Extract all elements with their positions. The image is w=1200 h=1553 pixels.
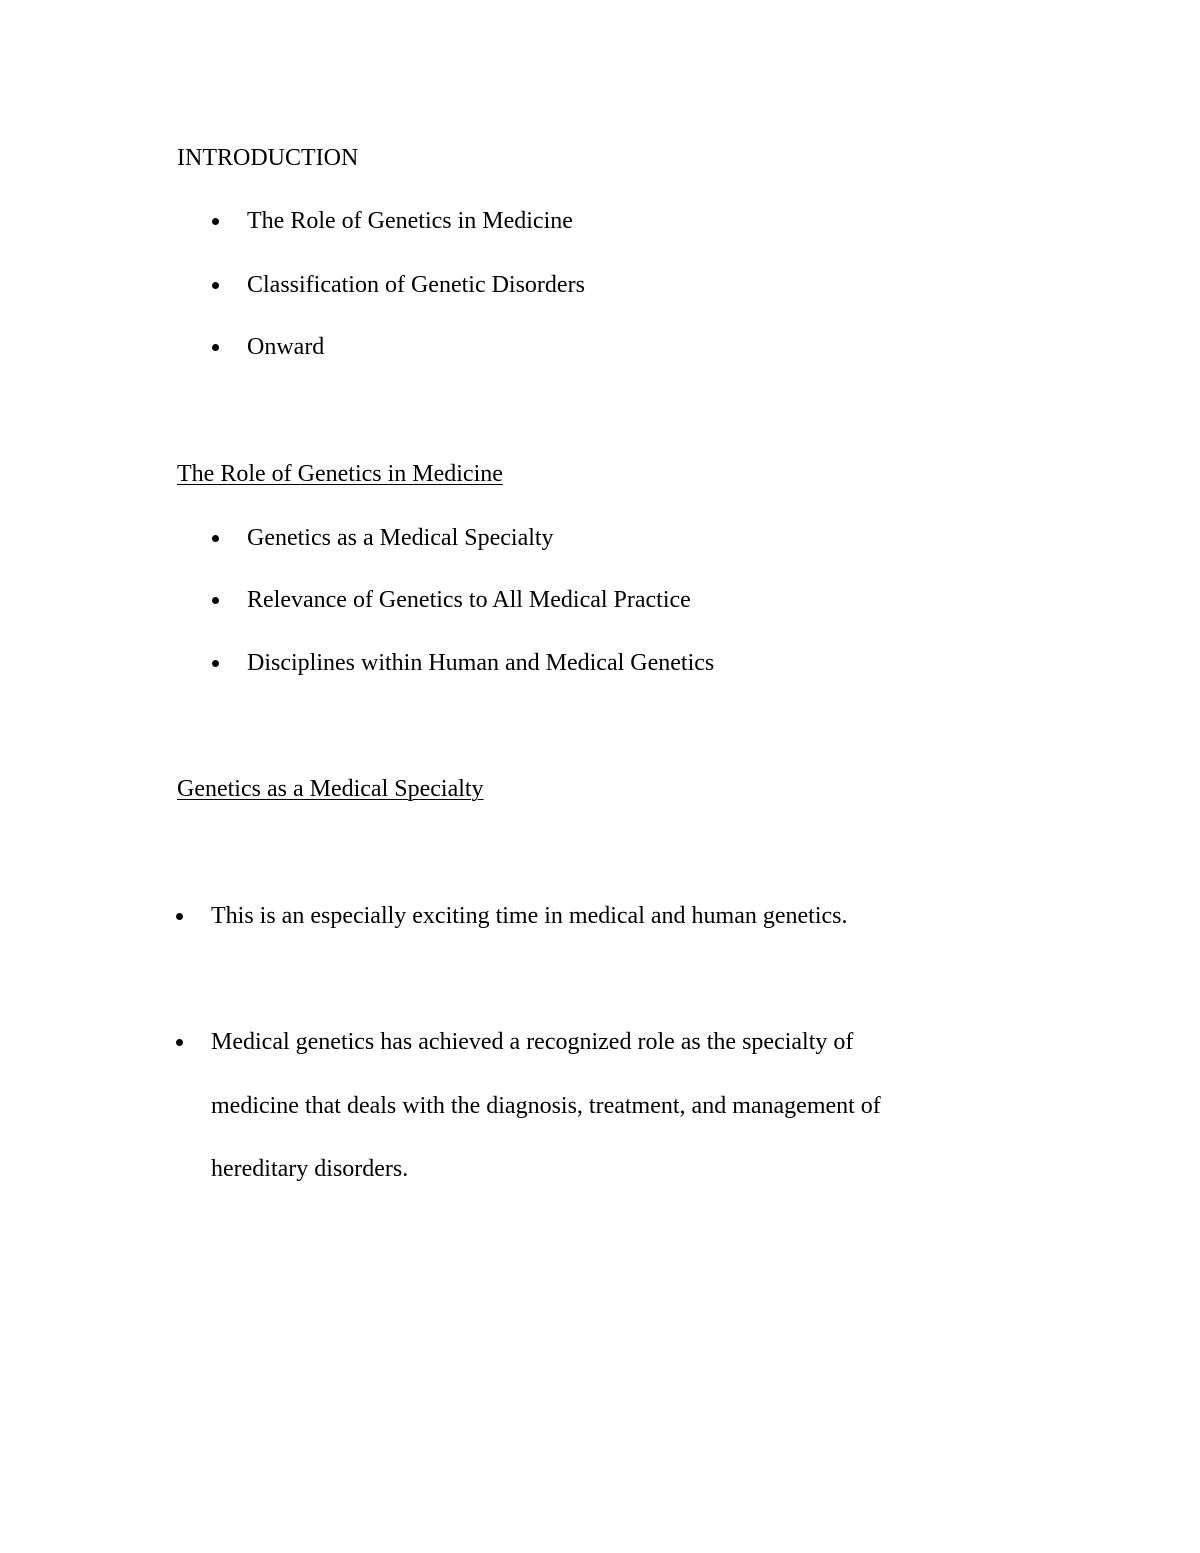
list-item: Onward (247, 334, 325, 360)
bullet-icon (212, 597, 219, 604)
paragraph-line: Medical genetics has achieved a recognized role as the specialty of (211, 1029, 854, 1055)
bullet-icon (212, 282, 219, 289)
section-heading-role-of-genetics: The Role of Genetics in Medicine (177, 461, 503, 487)
paragraph-line: This is an especially exciting time in medical and human genetics. (211, 903, 848, 929)
bullet-icon (212, 660, 219, 667)
section-heading-introduction: INTRODUCTION (177, 145, 359, 171)
paragraph-line: hereditary disorders. (211, 1156, 409, 1182)
bullet-icon (212, 535, 219, 542)
list-item: The Role of Genetics in Medicine (247, 208, 573, 234)
bullet-icon (176, 913, 183, 920)
paragraph-line: medicine that deals with the diagnosis, treatment, and management of (211, 1093, 881, 1119)
bullet-icon (212, 218, 219, 225)
list-item: Genetics as a Medical Specialty (247, 525, 554, 551)
section-heading-medical-specialty: Genetics as a Medical Specialty (177, 776, 484, 802)
list-item: Relevance of Genetics to All Medical Practice (247, 587, 691, 613)
bullet-icon (212, 344, 219, 351)
list-item: Classification of Genetic Disorders (247, 272, 585, 298)
bullet-icon (176, 1039, 183, 1046)
list-item: Disciplines within Human and Medical Genetics (247, 650, 715, 676)
